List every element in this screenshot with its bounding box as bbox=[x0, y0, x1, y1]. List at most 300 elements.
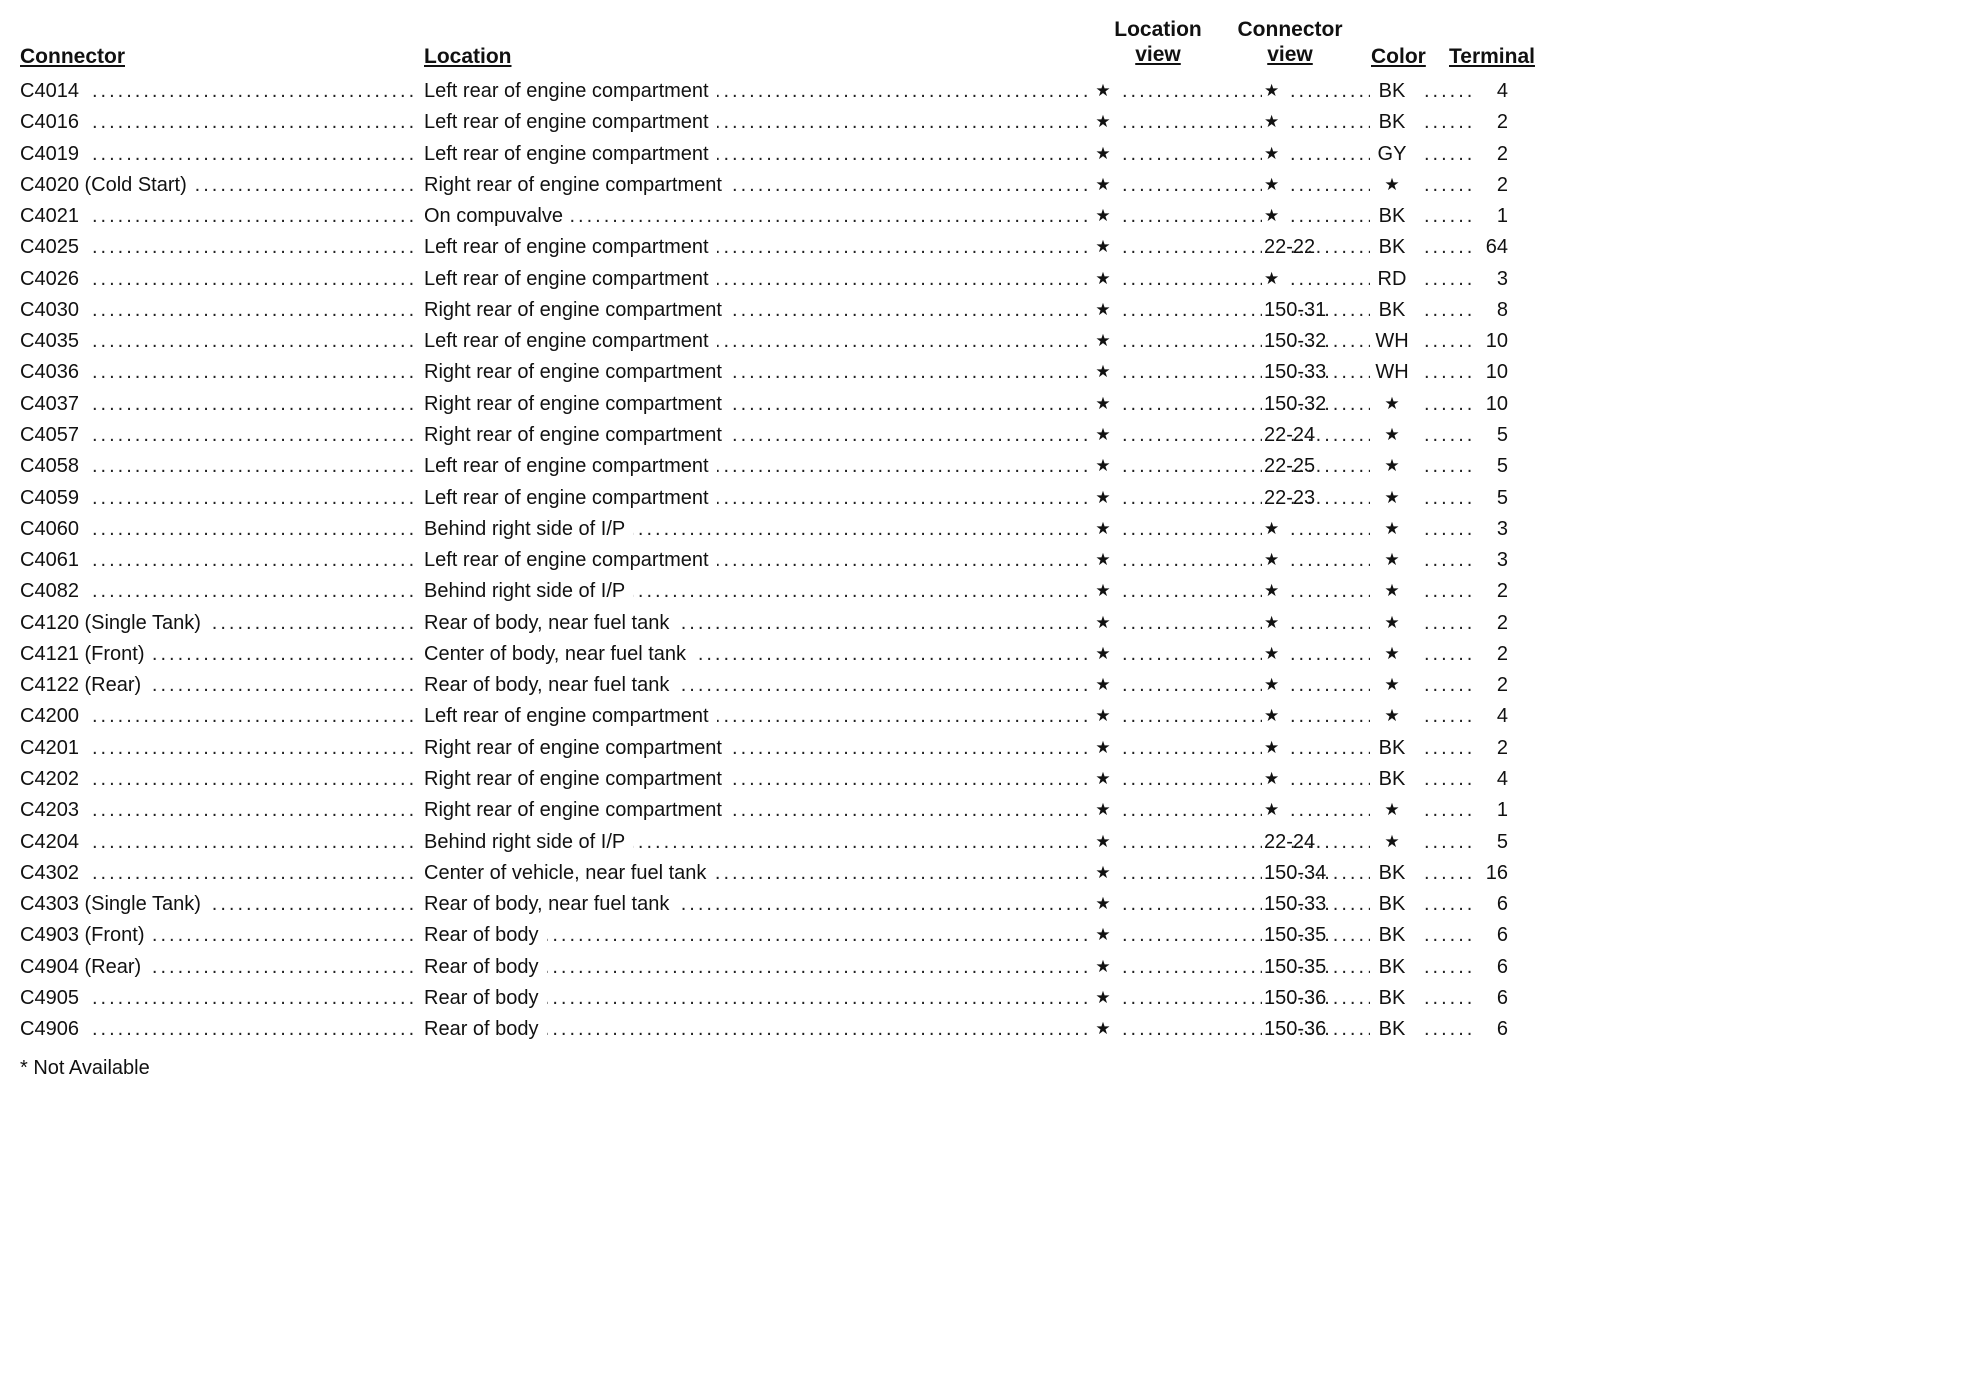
cell-color: BK bbox=[1372, 110, 1412, 134]
header-connector bbox=[20, 44, 125, 69]
cell-connector: C4121 (Front) bbox=[20, 642, 153, 666]
cell-terminal: 4 bbox=[1476, 79, 1508, 103]
leader-dots bbox=[1424, 235, 1478, 259]
cell-connector: C4302 bbox=[20, 861, 87, 885]
cell-terminal: 4 bbox=[1476, 767, 1508, 791]
leader-dots bbox=[1290, 235, 1370, 259]
cell-location-view: ★ bbox=[1095, 643, 1111, 663]
leader-dots bbox=[1290, 548, 1370, 572]
cell-terminal: 6 bbox=[1476, 955, 1508, 979]
cell-location-view: ★ bbox=[1095, 956, 1111, 976]
cell-terminal: 64 bbox=[1476, 235, 1508, 259]
leader-dots bbox=[92, 517, 414, 541]
cell-location-view: ★ bbox=[1095, 206, 1111, 226]
cell-connector: C4201 bbox=[20, 736, 87, 760]
leader-dots bbox=[1290, 329, 1370, 353]
header-connector-view bbox=[1228, 17, 1352, 67]
leader-dots bbox=[92, 830, 414, 854]
leader-dots bbox=[1290, 673, 1370, 697]
cell-color: ★ bbox=[1372, 798, 1412, 822]
cell-connector-view: ★ bbox=[1264, 142, 1285, 166]
leader-dots bbox=[1122, 673, 1262, 697]
table-row bbox=[0, 298, 1546, 329]
cell-location: Rear of body, near fuel tank bbox=[424, 611, 677, 635]
leader-dots bbox=[1424, 1017, 1478, 1041]
table-row bbox=[0, 110, 1546, 141]
leader-dots bbox=[1122, 704, 1262, 728]
table-row bbox=[0, 548, 1546, 579]
cell-color: ★ bbox=[1372, 392, 1412, 416]
leader-dots bbox=[1290, 798, 1370, 822]
cell-terminal: 10 bbox=[1476, 329, 1508, 353]
cell-connector: C4906 bbox=[20, 1017, 87, 1041]
table-row bbox=[0, 329, 1546, 360]
leader-dots bbox=[1122, 830, 1262, 854]
cell-location-view: ★ bbox=[1095, 81, 1111, 100]
cell-connector: C4120 (Single Tank) bbox=[20, 611, 209, 635]
cell-connector: C4059 bbox=[20, 486, 87, 510]
cell-terminal: 2 bbox=[1476, 173, 1508, 197]
leader-dots bbox=[1122, 204, 1262, 228]
cell-connector: C4020 (Cold Start) bbox=[20, 173, 195, 197]
cell-color: BK bbox=[1372, 986, 1412, 1010]
cell-location: Behind right side of I/P bbox=[424, 517, 633, 541]
cell-connector-view: ★ bbox=[1264, 736, 1285, 760]
leader-dots bbox=[1424, 79, 1478, 103]
leader-dots bbox=[92, 267, 414, 291]
leader-dots bbox=[92, 360, 414, 384]
cell-terminal: 5 bbox=[1476, 454, 1508, 478]
cell-terminal: 3 bbox=[1476, 548, 1508, 572]
leader-dots bbox=[1122, 736, 1262, 760]
header-connector-view-line1: Connector bbox=[1237, 18, 1343, 41]
cell-connector: C4014 bbox=[20, 79, 87, 103]
leader-dots bbox=[1290, 423, 1370, 447]
cell-color: GY bbox=[1372, 142, 1412, 166]
table-row bbox=[0, 423, 1546, 454]
cell-color: WH bbox=[1372, 360, 1412, 384]
leader-dots bbox=[1290, 298, 1370, 322]
table-row bbox=[0, 923, 1546, 954]
leader-dots bbox=[1424, 642, 1478, 666]
leader-dots bbox=[92, 486, 414, 510]
leader-dots bbox=[1424, 423, 1478, 447]
leader-dots bbox=[1290, 767, 1370, 791]
cell-connector-view: ★ bbox=[1264, 204, 1285, 228]
cell-connector: C4026 bbox=[20, 267, 87, 291]
cell-connector-view: ★ bbox=[1264, 517, 1285, 541]
leader-dots bbox=[1290, 579, 1370, 603]
cell-connector-view: 150-36 bbox=[1264, 1017, 1332, 1041]
cell-connector: C4036 bbox=[20, 360, 87, 384]
leader-dots bbox=[1122, 767, 1262, 791]
table-row bbox=[0, 704, 1546, 735]
cell-color: ★ bbox=[1372, 673, 1412, 697]
cell-connector-view: ★ bbox=[1264, 767, 1285, 791]
leader-dots bbox=[92, 423, 414, 447]
cell-connector: C4303 (Single Tank) bbox=[20, 892, 209, 916]
leader-dots bbox=[92, 548, 414, 572]
cell-location-view: ★ bbox=[1095, 425, 1111, 444]
cell-connector-view: ★ bbox=[1264, 79, 1285, 103]
leader-dots bbox=[1122, 298, 1262, 322]
cell-location-view: ★ bbox=[1095, 706, 1111, 726]
cell-color: BK bbox=[1372, 955, 1412, 979]
cell-connector-view: 22-24 bbox=[1264, 830, 1321, 854]
cell-location: Left rear of engine compartment bbox=[424, 454, 717, 478]
cell-terminal: 3 bbox=[1476, 517, 1508, 541]
cell-terminal: 2 bbox=[1476, 736, 1508, 760]
cell-location: Rear of body, near fuel tank bbox=[424, 892, 677, 916]
cell-color: WH bbox=[1372, 329, 1412, 353]
cell-location: Rear of body bbox=[424, 955, 547, 979]
leader-dots bbox=[1424, 798, 1478, 822]
cell-location: Rear of body bbox=[424, 986, 547, 1010]
leader-dots bbox=[1122, 110, 1262, 134]
cell-location: Left rear of engine compartment bbox=[424, 267, 717, 291]
cell-color: BK bbox=[1372, 892, 1412, 916]
cell-connector: C4019 bbox=[20, 142, 87, 166]
leader-dots bbox=[92, 798, 414, 822]
leader-dots bbox=[1122, 517, 1262, 541]
header-location-label: Location bbox=[424, 45, 512, 68]
leader-dots bbox=[1122, 423, 1262, 447]
table-row bbox=[0, 986, 1546, 1017]
cell-location: Right rear of engine compartment bbox=[424, 767, 730, 791]
cell-location: Left rear of engine compartment bbox=[424, 329, 717, 353]
leader-dots bbox=[1122, 486, 1262, 510]
header-location bbox=[424, 44, 512, 69]
leader-dots bbox=[1290, 642, 1370, 666]
leader-dots bbox=[1122, 173, 1262, 197]
leader-dots bbox=[1122, 986, 1262, 1010]
leader-dots bbox=[1290, 392, 1370, 416]
cell-connector-view: 150-35 bbox=[1264, 923, 1332, 947]
leader-dots bbox=[1290, 736, 1370, 760]
cell-terminal: 6 bbox=[1476, 923, 1508, 947]
cell-location: Left rear of engine compartment bbox=[424, 704, 717, 728]
leader-dots bbox=[1122, 923, 1262, 947]
leader-dots bbox=[92, 79, 414, 103]
cell-location: Rear of body, near fuel tank bbox=[424, 673, 677, 697]
cell-location: Center of vehicle, near fuel tank bbox=[424, 861, 714, 885]
leader-dots bbox=[1122, 142, 1262, 166]
header-terminal bbox=[1449, 44, 1535, 69]
cell-color: ★ bbox=[1372, 423, 1412, 447]
leader-dots bbox=[92, 454, 414, 478]
cell-connector: C4202 bbox=[20, 767, 87, 791]
cell-location: Right rear of engine compartment bbox=[424, 736, 730, 760]
table-row bbox=[0, 142, 1546, 173]
cell-location: Left rear of engine compartment bbox=[424, 486, 717, 510]
table-row bbox=[0, 235, 1546, 266]
cell-color: BK bbox=[1372, 235, 1412, 259]
cell-terminal: 10 bbox=[1476, 392, 1508, 416]
leader-dots bbox=[1122, 267, 1262, 291]
cell-connector: C4037 bbox=[20, 392, 87, 416]
leader-dots bbox=[1424, 204, 1478, 228]
leader-dots bbox=[1290, 142, 1370, 166]
leader-dots bbox=[92, 142, 414, 166]
cell-location-view: ★ bbox=[1095, 362, 1111, 382]
leader-dots bbox=[1122, 861, 1262, 885]
leader-dots bbox=[92, 329, 414, 353]
cell-color: ★ bbox=[1372, 611, 1412, 635]
cell-location: Right rear of engine compartment bbox=[424, 423, 730, 447]
cell-connector-view: ★ bbox=[1264, 673, 1285, 697]
leader-dots bbox=[92, 1017, 414, 1041]
cell-location-view: ★ bbox=[1095, 112, 1111, 132]
table-row bbox=[0, 611, 1546, 642]
leader-dots bbox=[1424, 173, 1478, 197]
cell-location-view: ★ bbox=[1095, 612, 1111, 632]
cell-color: BK bbox=[1372, 861, 1412, 885]
leader-dots bbox=[1290, 204, 1370, 228]
cell-connector-view: 22-25 bbox=[1264, 454, 1321, 478]
cell-color: ★ bbox=[1372, 454, 1412, 478]
leader-dots bbox=[1424, 110, 1478, 134]
cell-color: ★ bbox=[1372, 704, 1412, 728]
leader-dots bbox=[1424, 861, 1478, 885]
cell-terminal: 2 bbox=[1476, 611, 1508, 635]
leader-dots bbox=[1424, 298, 1478, 322]
leader-dots bbox=[1122, 798, 1262, 822]
table-row bbox=[0, 1017, 1546, 1048]
cell-location-view: ★ bbox=[1095, 550, 1111, 569]
cell-terminal: 4 bbox=[1476, 704, 1508, 728]
cell-connector-view: 150-36 bbox=[1264, 986, 1332, 1010]
cell-location-view: ★ bbox=[1095, 768, 1111, 788]
cell-location-view: ★ bbox=[1095, 675, 1111, 695]
cell-connector: C4061 bbox=[20, 548, 87, 572]
table-row bbox=[0, 204, 1546, 235]
cell-location: On compuvalve bbox=[424, 204, 571, 228]
cell-connector-view: ★ bbox=[1264, 173, 1285, 197]
cell-connector-view: ★ bbox=[1264, 798, 1285, 822]
cell-location: Rear of body bbox=[424, 923, 547, 947]
cell-connector: C4058 bbox=[20, 454, 87, 478]
cell-connector: C4904 (Rear) bbox=[20, 955, 149, 979]
cell-terminal: 1 bbox=[1476, 204, 1508, 228]
cell-location-view: ★ bbox=[1095, 143, 1111, 163]
table-row bbox=[0, 673, 1546, 704]
leader-dots bbox=[1122, 454, 1262, 478]
cell-terminal: 2 bbox=[1476, 142, 1508, 166]
leader-dots bbox=[1424, 767, 1478, 791]
cell-connector: C4204 bbox=[20, 830, 87, 854]
leader-dots bbox=[1290, 173, 1370, 197]
cell-location-view: ★ bbox=[1095, 393, 1111, 413]
cell-connector-view: ★ bbox=[1264, 579, 1285, 603]
cell-connector-view: ★ bbox=[1264, 642, 1285, 666]
leader-dots bbox=[92, 110, 414, 134]
table-row bbox=[0, 454, 1546, 485]
table-row bbox=[0, 892, 1546, 923]
leader-dots bbox=[1290, 79, 1370, 103]
table-row bbox=[0, 767, 1546, 798]
leader-dots bbox=[1424, 329, 1478, 353]
leader-dots bbox=[1122, 1017, 1262, 1041]
table-row bbox=[0, 173, 1546, 204]
cell-terminal: 2 bbox=[1476, 110, 1508, 134]
leader-dots bbox=[1290, 986, 1370, 1010]
leader-dots bbox=[1424, 704, 1478, 728]
leader-dots bbox=[92, 736, 414, 760]
leader-dots bbox=[1122, 235, 1262, 259]
cell-terminal: 1 bbox=[1476, 798, 1508, 822]
leader-dots bbox=[1290, 267, 1370, 291]
leader-dots bbox=[92, 235, 414, 259]
cell-location: Rear of body bbox=[424, 1017, 547, 1041]
cell-connector-view: 150-34 bbox=[1264, 861, 1332, 885]
leader-dots bbox=[92, 204, 414, 228]
cell-connector-view: ★ bbox=[1264, 267, 1285, 291]
leader-dots bbox=[92, 767, 414, 791]
cell-connector: C4122 (Rear) bbox=[20, 673, 149, 697]
table-row bbox=[0, 267, 1546, 298]
cell-location-view: ★ bbox=[1095, 487, 1111, 507]
leader-dots bbox=[92, 298, 414, 322]
leader-dots bbox=[1290, 955, 1370, 979]
footnote: * Not Available bbox=[20, 1057, 150, 1079]
leader-dots bbox=[1290, 517, 1370, 541]
cell-connector: C4903 (Front) bbox=[20, 923, 153, 947]
cell-connector: C4060 bbox=[20, 517, 87, 541]
cell-color: BK bbox=[1372, 298, 1412, 322]
table-row bbox=[0, 579, 1546, 610]
cell-connector-view: ★ bbox=[1264, 110, 1285, 134]
leader-dots bbox=[1424, 892, 1478, 916]
leader-dots bbox=[1424, 955, 1478, 979]
leader-dots bbox=[1122, 892, 1262, 916]
leader-dots bbox=[1122, 579, 1262, 603]
table-row bbox=[0, 736, 1546, 767]
cell-location: Behind right side of I/P bbox=[424, 579, 633, 603]
cell-location-view: ★ bbox=[1095, 299, 1111, 319]
cell-location: Right rear of engine compartment bbox=[424, 173, 730, 197]
cell-connector: C4200 bbox=[20, 704, 87, 728]
header-location-view-line1: Location bbox=[1114, 18, 1202, 41]
leader-dots bbox=[1424, 736, 1478, 760]
leader-dots bbox=[1122, 955, 1262, 979]
leader-dots bbox=[92, 986, 414, 1010]
header-terminal-label: Terminal bbox=[1449, 45, 1535, 68]
cell-terminal: 3 bbox=[1476, 267, 1508, 291]
table-row bbox=[0, 642, 1546, 673]
cell-connector: C4035 bbox=[20, 329, 87, 353]
leader-dots bbox=[1290, 830, 1370, 854]
cell-location-view: ★ bbox=[1095, 518, 1111, 538]
cell-location: Right rear of engine compartment bbox=[424, 298, 730, 322]
cell-connector-view: 150-33 bbox=[1264, 892, 1332, 916]
leader-dots bbox=[1290, 110, 1370, 134]
cell-location-view: ★ bbox=[1095, 174, 1111, 194]
cell-location-view: ★ bbox=[1095, 581, 1111, 601]
cell-location-view: ★ bbox=[1095, 737, 1111, 757]
leader-dots bbox=[1424, 360, 1478, 384]
cell-connector-view: ★ bbox=[1264, 611, 1285, 635]
header-connector-label: Connector bbox=[20, 45, 125, 68]
cell-location: Left rear of engine compartment bbox=[424, 548, 717, 572]
leader-dots bbox=[1122, 79, 1262, 103]
leader-dots bbox=[1290, 360, 1370, 384]
cell-location: Right rear of engine compartment bbox=[424, 360, 730, 384]
cell-connector: C4203 bbox=[20, 798, 87, 822]
leader-dots bbox=[1290, 923, 1370, 947]
cell-color: ★ bbox=[1372, 486, 1412, 510]
cell-terminal: 2 bbox=[1476, 579, 1508, 603]
leader-dots bbox=[1424, 142, 1478, 166]
leader-dots bbox=[1290, 486, 1370, 510]
header-connector-view-line2: view bbox=[1267, 43, 1313, 66]
cell-terminal: 6 bbox=[1476, 986, 1508, 1010]
leader-dots bbox=[1424, 579, 1478, 603]
leader-dots bbox=[1290, 861, 1370, 885]
cell-color: ★ bbox=[1372, 830, 1412, 854]
header-location-view-line2: view bbox=[1135, 43, 1181, 66]
cell-location-view: ★ bbox=[1095, 1019, 1111, 1039]
cell-location: Right rear of engine compartment bbox=[424, 798, 730, 822]
cell-color: RD bbox=[1372, 267, 1412, 291]
leader-dots bbox=[1424, 267, 1478, 291]
cell-location-view: ★ bbox=[1095, 925, 1111, 945]
header-color bbox=[1371, 44, 1426, 69]
cell-terminal: 16 bbox=[1476, 861, 1508, 885]
leader-dots bbox=[92, 579, 414, 603]
cell-connector: C4016 bbox=[20, 110, 87, 134]
leader-dots bbox=[1424, 830, 1478, 854]
cell-connector-view: 150-31 bbox=[1264, 298, 1332, 322]
cell-location-view: ★ bbox=[1095, 894, 1111, 913]
cell-terminal: 10 bbox=[1476, 360, 1508, 384]
table-row bbox=[0, 955, 1546, 986]
cell-connector-view: 150-32 bbox=[1264, 329, 1332, 353]
cell-connector: C4082 bbox=[20, 579, 87, 603]
cell-color: ★ bbox=[1372, 173, 1412, 197]
table-row bbox=[0, 360, 1546, 391]
cell-connector: C4021 bbox=[20, 204, 87, 228]
cell-color: BK bbox=[1372, 204, 1412, 228]
cell-location-view: ★ bbox=[1095, 237, 1111, 257]
leader-dots bbox=[1122, 611, 1262, 635]
cell-location-view: ★ bbox=[1095, 862, 1111, 882]
cell-location-view: ★ bbox=[1095, 987, 1111, 1007]
cell-connector-view: 150-35 bbox=[1264, 955, 1332, 979]
cell-terminal: 2 bbox=[1476, 673, 1508, 697]
leader-dots bbox=[1122, 392, 1262, 416]
leader-dots bbox=[1290, 892, 1370, 916]
cell-connector-view: ★ bbox=[1264, 548, 1285, 572]
cell-connector: C4057 bbox=[20, 423, 87, 447]
cell-location: Left rear of engine compartment bbox=[424, 110, 717, 134]
leader-dots bbox=[1424, 611, 1478, 635]
table-row bbox=[0, 486, 1546, 517]
leader-dots bbox=[1122, 329, 1262, 353]
cell-connector: C4030 bbox=[20, 298, 87, 322]
leader-dots bbox=[1424, 517, 1478, 541]
cell-location-view: ★ bbox=[1095, 268, 1111, 288]
leader-dots bbox=[1424, 673, 1478, 697]
cell-connector-view: ★ bbox=[1264, 704, 1285, 728]
cell-color: BK bbox=[1372, 923, 1412, 947]
cell-terminal: 2 bbox=[1476, 642, 1508, 666]
cell-connector: C4025 bbox=[20, 235, 87, 259]
cell-location: Left rear of engine compartment bbox=[424, 79, 717, 103]
cell-terminal: 5 bbox=[1476, 486, 1508, 510]
table-row bbox=[0, 517, 1546, 548]
leader-dots bbox=[1122, 360, 1262, 384]
cell-location-view: ★ bbox=[1095, 831, 1111, 851]
